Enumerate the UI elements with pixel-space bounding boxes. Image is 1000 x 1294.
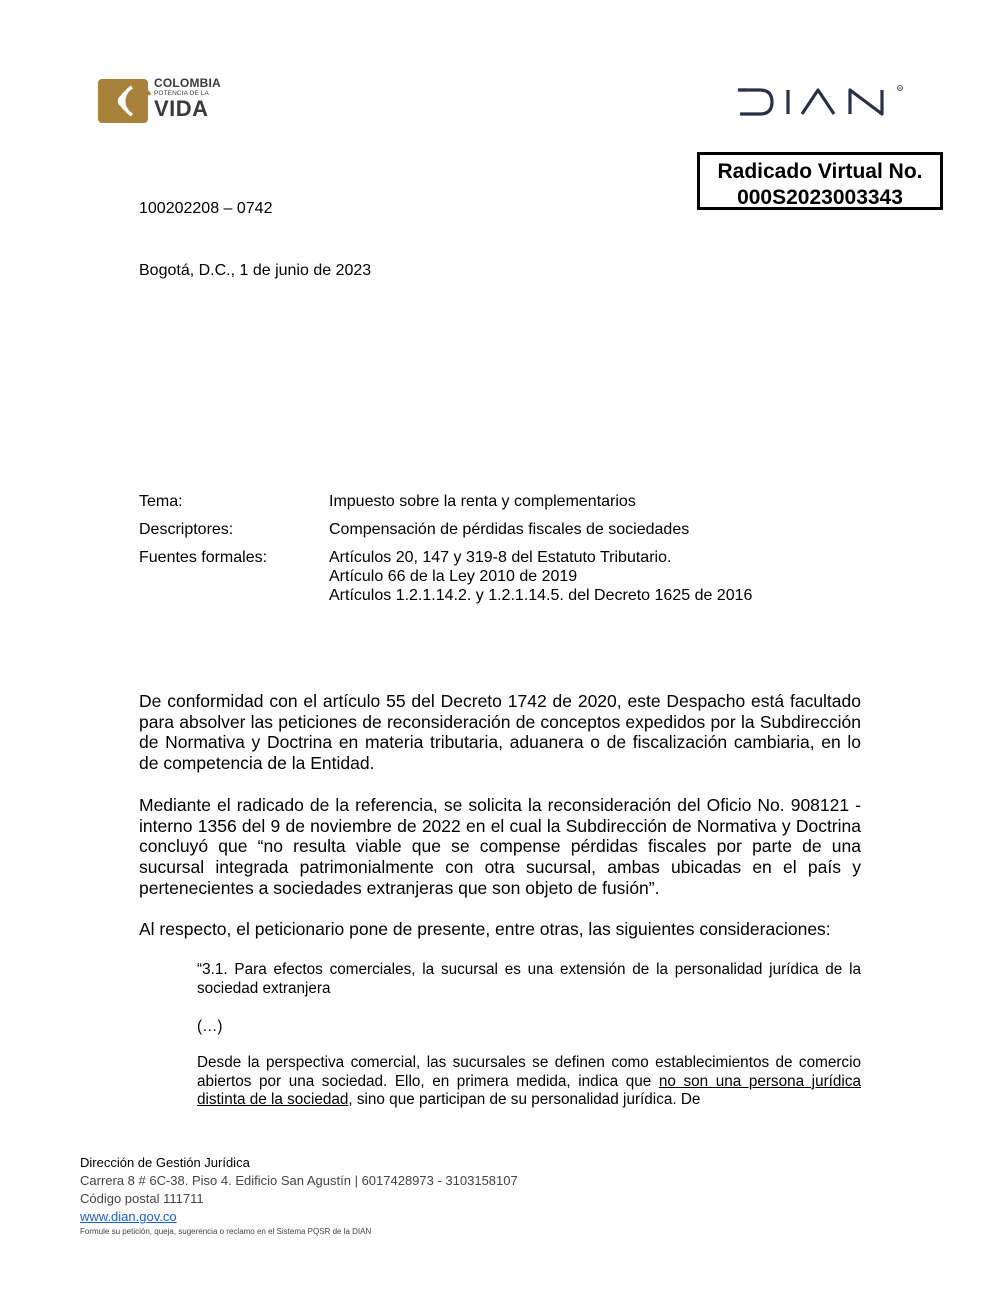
tema-value: Impuesto sobre la renta y complementarios [329, 493, 636, 510]
radicado-label: Radicado Virtual No. [717, 160, 923, 183]
radicado-number: 000S2023003343 [737, 186, 903, 209]
svg-text:R: R [898, 85, 902, 91]
logo-line-colombia: COLOMBIA [154, 76, 221, 90]
radicado-box [697, 152, 943, 210]
quote-paragraph-1: “3.1. Para efectos comerciales, la sucursal es una extensión de la personalidad jurídica de la sociedad extranjera [197, 961, 861, 997]
body-paragraph-3: Al respecto, el peticionario pone de presente, entre otras, las siguientes consideraciones: [139, 919, 831, 939]
fuentes-value-1: Artículos 20, 147 y 319-8 del Estatuto Tributario. [329, 549, 672, 566]
tema-label: Tema: [139, 493, 183, 510]
colombia-logo-mark-icon [98, 75, 154, 125]
body-paragraph-1: De conformidad con el artículo 55 del Decreto 1742 de 2020, este Despacho está facultado para absolver las peticiones de reconsideración de conceptos expedidos por la Subdirección de Normativa y Doctrina en materia tributaria, aduanera o de fiscalización cambiaria, en lo de competencia de la Entidad. [139, 691, 861, 774]
footer-pqsr-note: Formule su petición, queja, sugerencia o reclamo en el Sistema PQSR de la DIAN [80, 1227, 372, 1236]
quote-underlined-text: no son una persona jurídica distinta de la sociedad [197, 1072, 861, 1108]
fuentes-value-3: Artículos 1.2.1.14.2. y 1.2.1.14.5. del Decreto 1625 de 2016 [329, 587, 753, 604]
logo-line-vida: VIDA [154, 96, 209, 121]
quote-text-b: , sino que participan de su personalidad jurídica. De [348, 1091, 701, 1108]
footer-postal-code: Código postal 111711 [80, 1191, 204, 1206]
page-footer [80, 1154, 680, 1238]
document-reference: 100202208 – 0742 [139, 200, 273, 217]
footer-address: Carrera 8 # 6C-38. Piso 4. Edificio San Agustín | 6017428973 - 3103158107 [80, 1173, 518, 1188]
quote-text-a: Desde la perspectiva comercial, las sucursales se definen como establecimientos de comercio abiertos por una sociedad. Ello, en primera medida, indica que [197, 1054, 861, 1090]
footer-title: Dirección de Gestión Jurídica [80, 1155, 250, 1170]
colombia-potencia-vida-logo [98, 75, 238, 125]
logo-line-potencia: POTENCIA DE LA [154, 90, 209, 97]
place-date: Bogotá, D.C., 1 de junio de 2023 [139, 262, 372, 279]
dian-logo [736, 84, 906, 120]
quote-ellipsis: (…) [197, 1018, 223, 1035]
footer-website-link[interactable]: www.dian.gov.co [80, 1209, 177, 1224]
fuentes-label: Fuentes formales: [139, 549, 268, 566]
quote-paragraph-2 [197, 1054, 861, 1110]
fuentes-value-2: Artículo 66 de la Ley 2010 de 2019 [329, 568, 578, 585]
body-paragraph-2: Mediante el radicado de la referencia, se solicita la reconsideración del Oficio No. 908121 - interno 1356 del 9 de noviembre de 2022 en el cual la Subdirección de Normativa y Doctrina concluyó que “no resulta viable que se compense pérdidas fiscales por parte de una sucursal integrada patrimonialmente con otra sucursal, ambas ubicadas en el país y pertenecientes a sociedades extranjeras que son objeto de fusión”. [139, 795, 861, 898]
descriptores-value: Compensación de pérdidas fiscales de sociedades [329, 521, 690, 538]
descriptores-label: Descriptores: [139, 521, 234, 538]
